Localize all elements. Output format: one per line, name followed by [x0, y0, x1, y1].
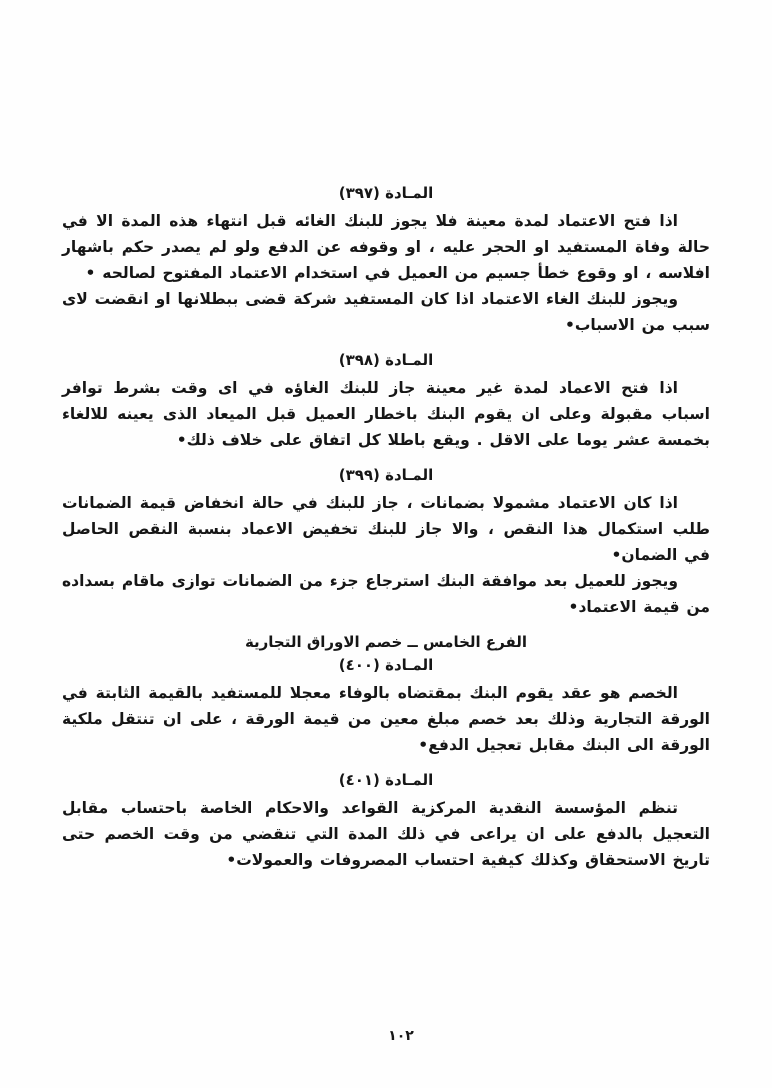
article-397 — [62, 182, 710, 338]
article-397-paragraph-2: ويجوز للبنك الغاء الاعتماد اذا كان المستفيد شركة قضى ببطلانها او انقضت لاى سبب من الاسباب• — [62, 290, 710, 334]
article-400-title: المـادة (٤٠٠) — [338, 656, 434, 674]
article-398-paragraph-1: اذا فتح الاعماد لمدة غير معينة جاز للبنك الغاؤه في اى وقت بشرط توافر اسباب مقبولة وعلى ان يقوم البنك باخطار العميل قبل الميعاد الذى يعينه للالغاء بخمسة عشر يوما على الاقل . ويقع باطلا كل اتفاق على خلاف ذلك• — [62, 379, 710, 449]
section-5-header: الفرع الخامس ــ خصم الاوراق التجارية — [244, 633, 528, 651]
article-400 — [62, 631, 710, 758]
article-398 — [62, 349, 710, 453]
article-401-title: المـادة (٤٠١) — [338, 771, 434, 789]
article-399-paragraph-2: ويجوز للعميل بعد موافقة البنك استرجاع جزء من الضمانات توازى ماقام بسداده من قيمة الاعتماد• — [62, 572, 710, 616]
article-398-title: المـادة (٣٩٨) — [338, 351, 434, 369]
article-401 — [62, 769, 710, 873]
article-399 — [62, 464, 710, 620]
article-399-title: المـادة (٣٩٩) — [338, 466, 434, 484]
article-401-paragraph-1: تنظم المؤسسة النقدية المركزية القواعد والاحكام الخاصة باحتساب مقابل التعجيل بالدفع على ان يراعى في ذلك المدة التي تنقضي من وقت الخصم حتى تاريخ الاستحقاق وكذلك كيفية احتساب المصروفات والعمولات• — [62, 799, 710, 869]
article-397-paragraph-1: اذا فتح الاعتماد لمدة معينة فلا يجوز للبنك الغائه قبل انتهاء هذه المدة الا في حالة وفاة المستفيد او الحجر عليه ، او وقوفه عن الدفع ولو لم يصدر حكم باشهار افلاسه ، او وقوع خطأ جسيم من العميل في استخدام الاعتماد المفتوح لصالحه • — [62, 212, 710, 282]
article-400-paragraph-1: الخصم هو عقد يقوم البنك بمقتضاه بالوفاء معجلا للمستفيد بالقيمة الثابتة في الورقة التجارية وذلك بعد خصم مبلغ معين من قيمة الورقة ، على ان تنتقل ملكية الورقة الى البنك مقابل تعجيل الدفع• — [62, 684, 710, 754]
article-399-paragraph-1: اذا كان الاعتماد مشمولا بضمانات ، جاز للبنك في حالة انخفاض قيمة الضمانات طلب استكمال هذا النقص ، والا جاز للبنك تخفيض الاعماد بنسبة النقص الحاصل في الضمان• — [62, 494, 710, 564]
document-content — [62, 182, 710, 884]
page-number: ١٠٢ — [388, 1028, 414, 1044]
article-397-title: المـادة (٣٩٧) — [338, 184, 434, 202]
